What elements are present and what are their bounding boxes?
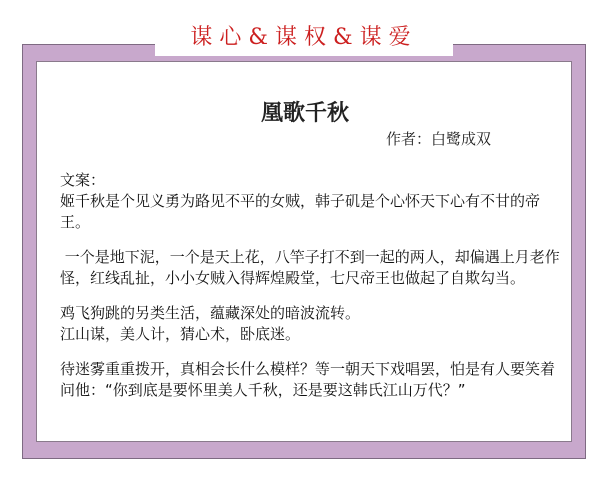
book-author: 作者：白鹭成双 xyxy=(385,130,491,148)
synopsis-paragraph-3: 鸡飞狗跳的另类生活，蕴藏深处的暗波流转。 江山谋，美人计，猜心术，卧底迷。 xyxy=(60,304,361,343)
header-banner: 谋心&谋权&谋爱 xyxy=(155,20,453,56)
synopsis-label: 文案： xyxy=(60,171,106,189)
synopsis-paragraph-2: 一个是地下泥，一个是天上花，八竿子打不到一起的两人，却偏遇上月老作怪，红线乱扯，小小女贼入得辉煌殿堂，七尺帝王也做起了自欺勾当。 xyxy=(60,248,560,287)
synopsis-paragraph-1: 姬千秋是个见义勇为路见不平的女贼，韩子矶是个心怀天下心有不甘的帝王。 xyxy=(60,192,541,231)
outer-frame xyxy=(22,44,586,459)
synopsis-paragraph-4: 待迷雾重重拨开，真相会长什么模样？等一朝天下戏唱罢，怕是有人要笑着问他：“你到底是要怀里美人千秋，还是要这韩氏江山万代？” xyxy=(60,360,556,399)
content-panel xyxy=(36,61,572,442)
synopsis xyxy=(60,170,560,415)
book-title: 凰歌千秋 xyxy=(260,101,349,126)
